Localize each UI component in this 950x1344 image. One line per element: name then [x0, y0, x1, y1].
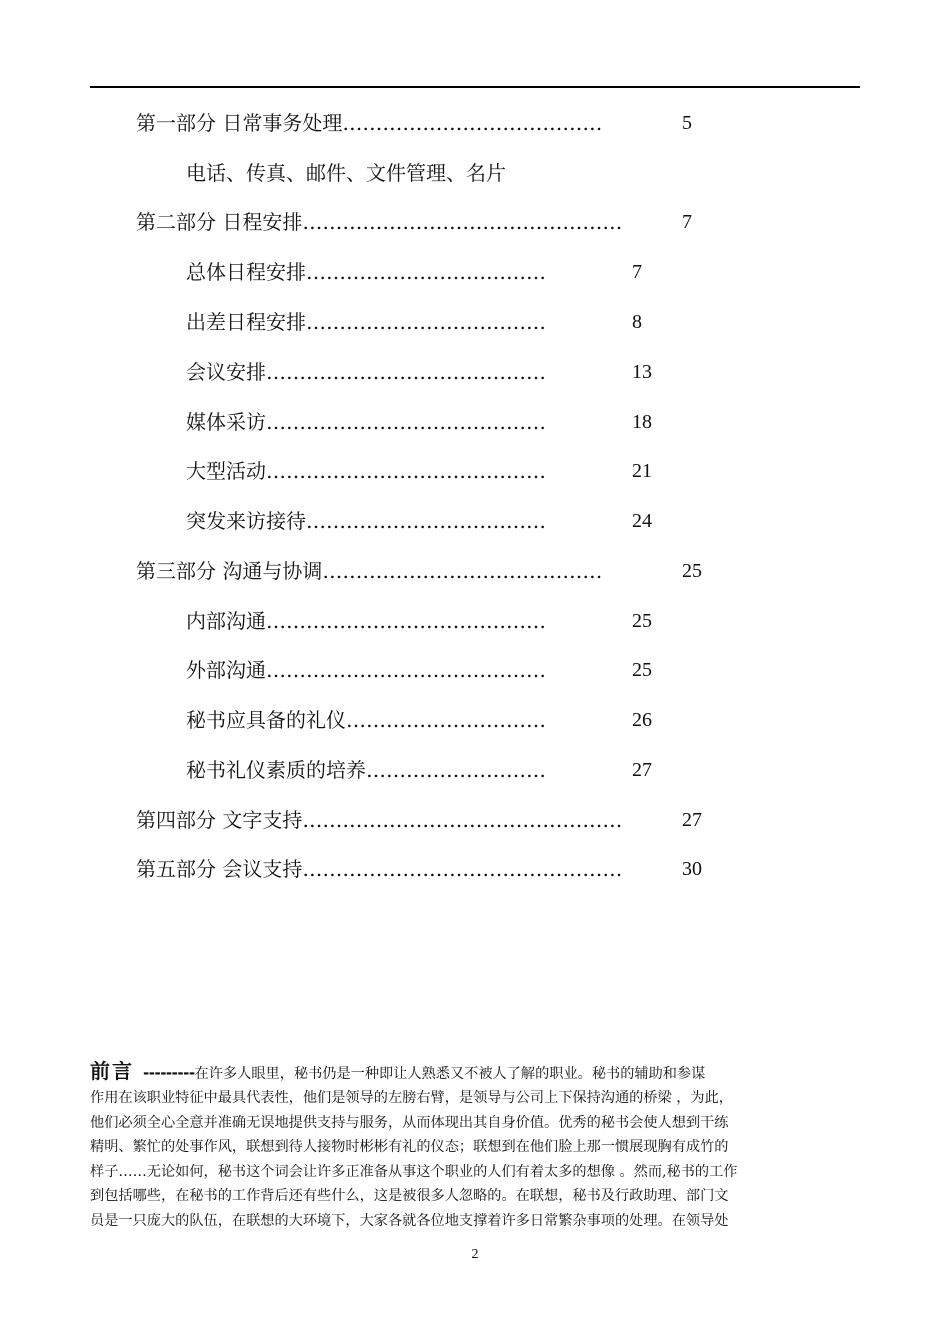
toc-entry-page: 30	[682, 858, 702, 880]
page-number: 2	[471, 1247, 479, 1262]
toc-entry-page: 7	[632, 261, 642, 283]
preface-dashes: ---------	[143, 1064, 195, 1082]
toc-entry-title: 电话、传真、邮件、文件管理、名片	[186, 161, 506, 185]
toc-entry-page: 18	[632, 411, 652, 433]
toc-entry-title: 第四部分 文字支持…………………………………………	[136, 808, 623, 832]
preface-text-line: 作用在该职业特征中最具代表性，他们是领导的左膀右臂，是领导与公司上下保持沟通的桥梁 ，为此，	[90, 1090, 733, 1106]
toc-entry-title: 总体日程安排………………………………	[186, 260, 546, 284]
toc-entry-page: 25	[632, 659, 652, 681]
preface-text-line: 他们必须全心全意并准确无误地提供支持与服务，从而体现出其自身价值。优秀的秘书会使人想到干练	[90, 1114, 729, 1131]
toc-entry-title: 媒体采访……………………………………	[186, 410, 546, 434]
toc-entry-page: 21	[632, 460, 652, 482]
toc-entry-page: 27	[682, 809, 702, 831]
toc-entry-title: 秘书礼仪素质的培养………………………	[186, 758, 546, 782]
toc-entry-page: 24	[632, 510, 652, 532]
toc-entry-page: 5	[682, 112, 692, 134]
preface-text-line: 到包括哪些，在秘书的工作背后还有些什么，这是被很多人忽略的。在联想，秘书及行政助理、部门文	[90, 1188, 729, 1204]
toc-entry-page: 25	[632, 610, 652, 632]
toc-entry-page: 25	[682, 560, 702, 582]
toc-entry-title: 外部沟通……………………………………	[186, 658, 546, 682]
toc-entry-title: 内部沟通……………………………………	[186, 609, 546, 633]
preface-text-line: 员是一只庞大的队伍，在联想的大环境下，大家各就各位地支撑着许多日常繁杂事项的处理。在领导处	[90, 1212, 729, 1229]
toc-entry-page: 13	[632, 361, 652, 383]
toc-entry-page: 26	[632, 709, 652, 731]
toc-entry-title: 大型活动……………………………………	[186, 459, 546, 483]
header-rule	[90, 86, 860, 88]
toc-entry-title: 会议安排……………………………………	[186, 360, 546, 384]
toc-entry-title: 第二部分 日程安排…………………………………………	[136, 210, 623, 234]
toc-entry-title: 秘书应具备的礼仪…………………………	[186, 708, 546, 732]
toc-entry-page: 7	[682, 211, 692, 233]
preface-text: 在许多人眼里，秘书仍是一种即让人熟悉又不被人了解的职业。秘书的辅助和参谋	[194, 1066, 706, 1082]
toc-entry-title: 出差日程安排………………………………	[186, 310, 546, 334]
toc-entry-title: 第三部分 沟通与协调……………………………………	[136, 559, 603, 583]
preface-title: 前言	[90, 1059, 134, 1083]
toc-entry-title: 突发来访接待………………………………	[186, 509, 546, 533]
preface-text-line: 精明、繁忙的处事作风，联想到待人接物时彬彬有礼的仪态；联想到在他们脸上那一惯展现胸有成竹的	[90, 1139, 729, 1155]
toc-entry-title: 第五部分 会议支持…………………………………………	[136, 857, 623, 881]
toc-entry-page: 27	[632, 759, 652, 781]
preface-text-line: 样子……无论如何，秘书这个词会让许多正准备从事这个职业的人们有着太多的想像 。然而,秘书的工作	[90, 1163, 738, 1180]
preface-first-line	[90, 1056, 860, 1086]
preface-section	[90, 1056, 860, 1233]
toc-entry-page: 8	[632, 311, 642, 333]
toc-entry-title: 第一部分 日常事务处理…………………………………	[136, 111, 603, 135]
